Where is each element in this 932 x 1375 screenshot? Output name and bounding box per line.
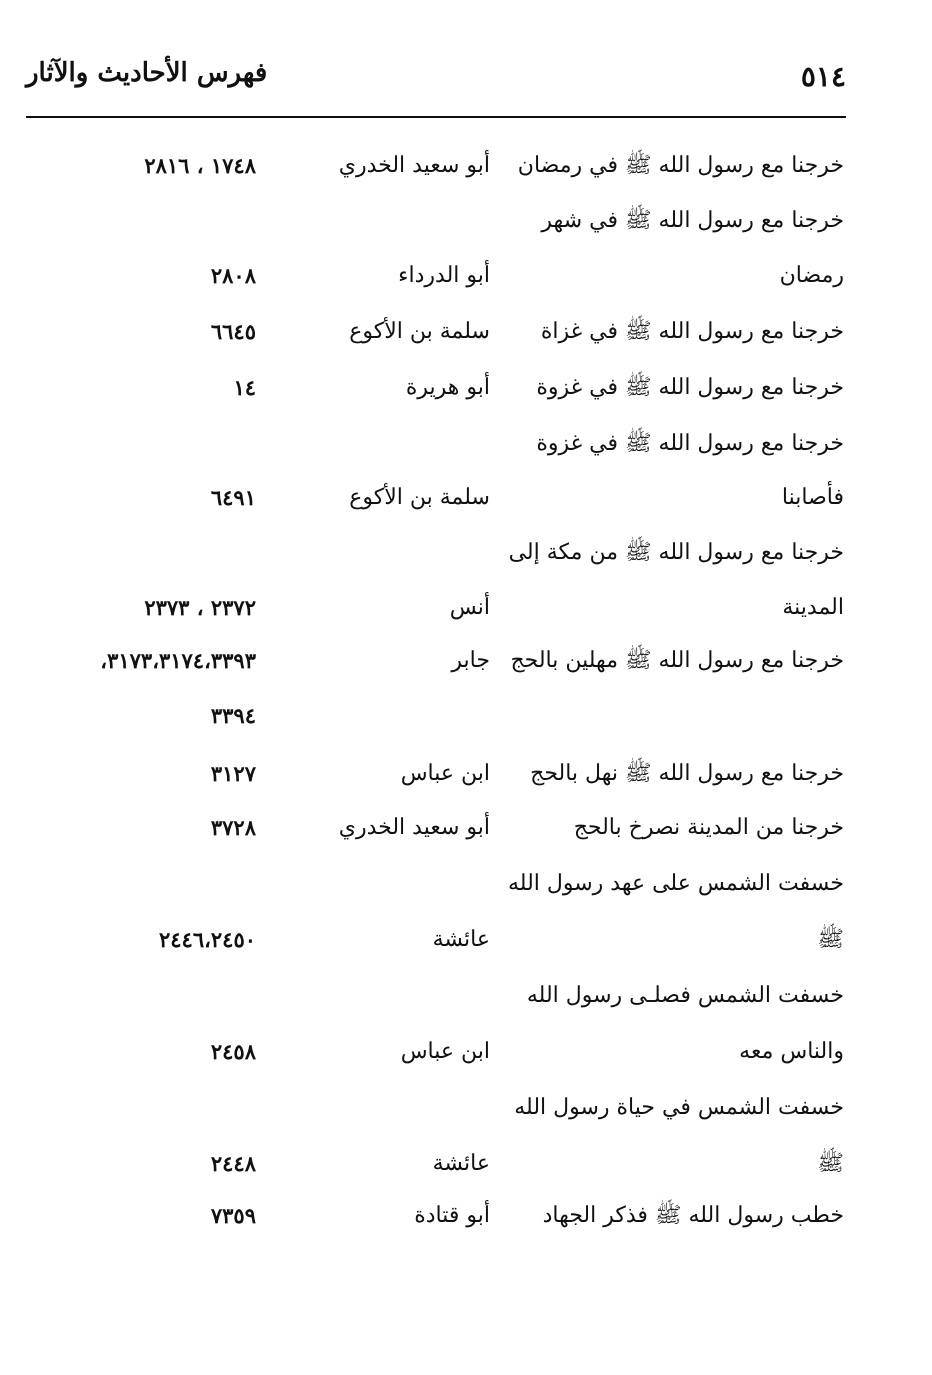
index-row xyxy=(0,150,932,190)
index-row xyxy=(0,1036,932,1076)
hadith-text: خسفت الشمس على عهد رسول الله xyxy=(508,871,844,896)
hadith-text: خرجنا مع رسول الله ﷺ في رمضان xyxy=(517,153,844,178)
hadith-numbers: ٧٣٥٩ xyxy=(210,1203,256,1228)
hadith-numbers: ٦٤٩١ xyxy=(210,485,256,510)
hadith-numbers: ٢٣٧٢ ، ٢٣٧٣ xyxy=(144,595,256,620)
hadith-numbers: ٣٣٩٤ xyxy=(210,703,256,728)
hadith-numbers: ٣١٢٧ xyxy=(210,761,256,786)
hadith-numbers: ٣١٧٣،٣١٧٤،٣٣٩٣، xyxy=(100,648,256,673)
index-row xyxy=(0,1148,932,1188)
hadith-numbers: ١٤ xyxy=(233,375,256,400)
index-row xyxy=(0,205,932,245)
index-row xyxy=(0,924,932,964)
index-row xyxy=(0,482,932,522)
hadith-numbers: ٣٧٢٨ xyxy=(210,815,256,840)
hadith-text: خرجنا مع رسول الله ﷺ في شهر xyxy=(541,208,844,233)
index-row xyxy=(0,812,932,852)
hadith-text: خرجنا مع رسول الله ﷺ مهلين بالحج xyxy=(510,648,844,673)
hadith-text: خسفت الشمس فصلـى رسول الله xyxy=(526,983,844,1008)
hadith-text: خرجنا مع رسول الله ﷺ في غزوة xyxy=(536,431,844,456)
index-row xyxy=(0,980,932,1020)
index-row xyxy=(0,645,932,685)
hadith-text: والناس معه xyxy=(739,1039,844,1064)
narrator-name: سلمة بن الأكوع xyxy=(349,485,490,510)
narrator-name: عائشة xyxy=(432,1151,490,1176)
narrator-name: ابن عباس xyxy=(400,761,490,786)
index-row xyxy=(0,537,932,577)
hadith-text: فأصابنا xyxy=(781,485,844,510)
index-row xyxy=(0,868,932,908)
hadith-text: خطب رسول الله ﷺ فذكر الجهاد xyxy=(542,1203,844,1228)
hadith-numbers: ٦٦٤٥ xyxy=(210,319,256,344)
narrator-name: عائشة xyxy=(432,927,490,952)
index-row xyxy=(0,700,932,740)
index-row xyxy=(0,758,932,798)
header-title: فهرس الأحاديث والآثار xyxy=(26,58,268,88)
page-number: ٥١٤ xyxy=(800,60,846,93)
narrator-name: أبو الدرداء xyxy=(398,263,490,288)
hadith-numbers: ١٧٤٨ ، ٢٨١٦ xyxy=(144,153,256,178)
hadith-text: خسفت الشمس في حياة رسول الله xyxy=(514,1095,844,1120)
hadith-text: خرجنا مع رسول الله ﷺ في غزوة xyxy=(536,375,844,400)
index-row xyxy=(0,592,932,632)
narrator-name: أبو هريرة xyxy=(405,375,490,400)
hadith-text: رمضان xyxy=(779,263,844,288)
index-row xyxy=(0,1092,932,1132)
index-row xyxy=(0,428,932,468)
index-row xyxy=(0,372,932,412)
narrator-name: أبو سعيد الخدري xyxy=(338,815,490,840)
hadith-text: ﷺ xyxy=(817,1151,844,1176)
narrator-name: أبو سعيد الخدري xyxy=(338,153,490,178)
narrator-name: ابن عباس xyxy=(400,1039,490,1064)
hadith-text: خرجنا مع رسول الله ﷺ من مكة إلى xyxy=(508,540,844,565)
hadith-numbers: ٢٤٤٦،٢٤٥٠ xyxy=(158,927,256,952)
narrator-name: سلمة بن الأكوع xyxy=(349,319,490,344)
narrator-name: أبو قتادة xyxy=(414,1203,490,1228)
hadith-numbers: ٢٤٤٨ xyxy=(210,1151,256,1176)
narrator-name: جابر xyxy=(451,648,490,673)
hadith-text: خرجنا مع رسول الله ﷺ في غزاة xyxy=(540,319,844,344)
hadith-text: خرجنا من المدينة نصرخ بالحج xyxy=(573,815,844,840)
hadith-text: المدينة xyxy=(782,595,844,620)
index-row xyxy=(0,316,932,356)
index-row xyxy=(0,1200,932,1240)
hadith-text: خرجنا مع رسول الله ﷺ نهل بالحج xyxy=(530,761,844,786)
index-row xyxy=(0,260,932,300)
hadith-text: ﷺ xyxy=(817,927,844,952)
hadith-numbers: ٢٨٠٨ xyxy=(210,263,256,288)
hadith-numbers: ٢٤٥٨ xyxy=(210,1039,256,1064)
narrator-name: أنس xyxy=(449,595,490,620)
